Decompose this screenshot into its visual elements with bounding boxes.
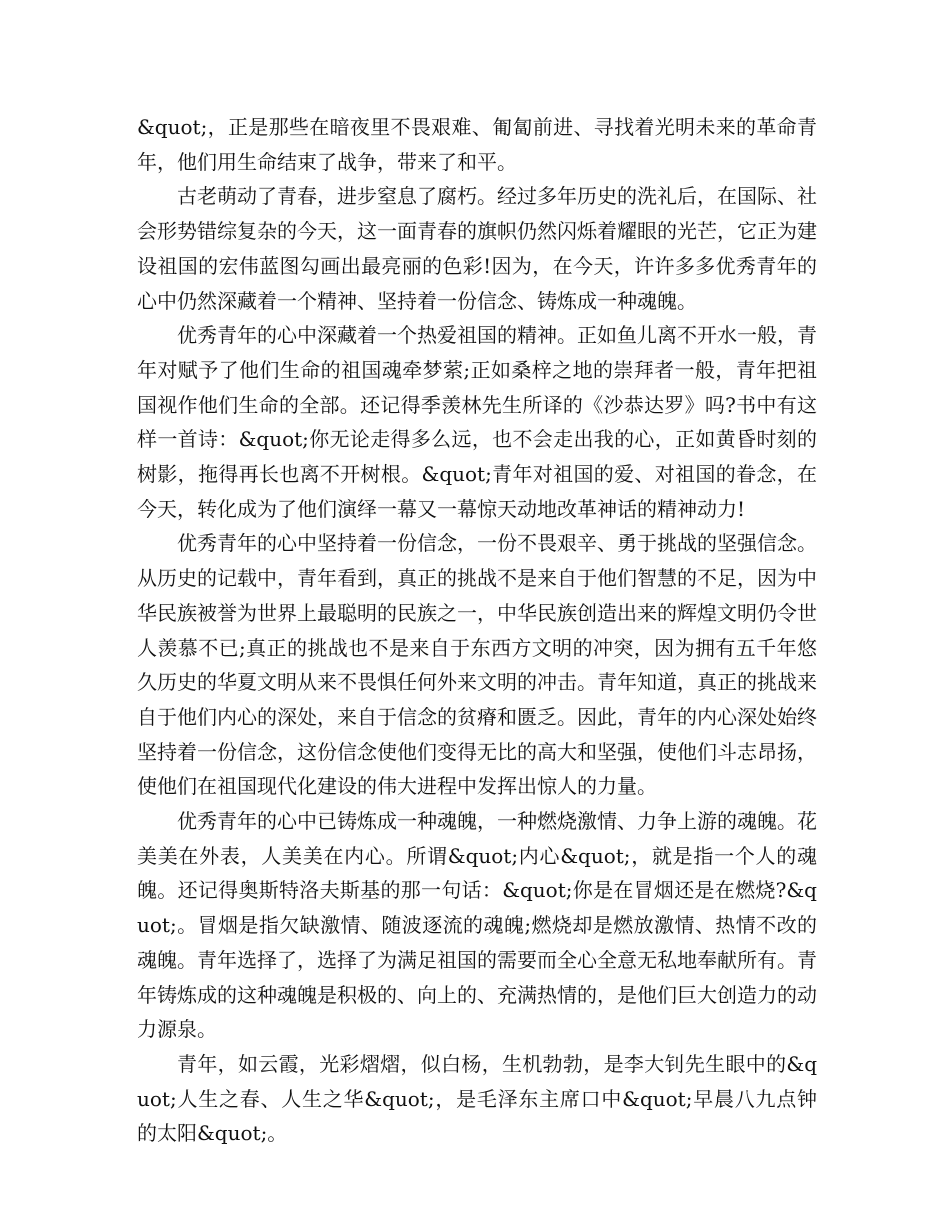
- paragraph-2: 古老萌动了青春，进步窒息了腐朽。经过多年历史的洗礼后，在国际、社会形势错综复杂的今天，这一面青春的旗帜仍然闪烁着耀眼的光芒，它正为建设祖国的宏伟蓝图勾画出最亮丽的色彩!因为，在今天，许许多多优秀青年的心中仍然深藏着一个精神、坚持着一份信念、铸炼成一种魂魄。: [137, 184, 817, 313]
- paragraph-1: &quot;，正是那些在暗夜里不畏艰难、匍匐前进、寻找着光明未来的革命青年，他们用生命结束了战争，带来了和平。: [137, 115, 817, 174]
- paragraph-6: 青年，如云霞，光彩熠熠，似白杨，生机勃勃，是李大钊先生眼中的&quot;人生之春、人生之华&quot;，是毛泽东主席口中&quot;早晨八九点钟的太阳&quot;。: [137, 1051, 817, 1146]
- paragraph-5: 优秀青年的心中已铸炼成一种魂魄，一种燃烧激情、力争上游的魂魄。花美美在外表，人美美在内心。所谓&quot;内心&quot;，就是指一个人的魂魄。还记得奥斯特洛夫斯基的那一句话：&quot;你是在冒烟还是在燃烧?&quot;。冒烟是指欠缺激情、随波逐流的魂魄;燃烧却是燃放激情、热情不改的魂魄。青年选择了，选择了为满足祖国的需要而全心全意无私地奉献所有。青年铸炼成的这种魂魄是积极的、向上的、充满热情的，是他们巨大创造力的动力源泉。: [137, 809, 817, 1042]
- paragraph-4: 优秀青年的心中坚持着一份信念，一份不畏艰辛、勇于挑战的坚强信念。从历史的记载中，青年看到，真正的挑战不是来自于他们智慧的不足，因为中华民族被誉为世界上最聪明的民族之一，中华民族创造出来的辉煌文明仍令世人羡慕不已;真正的挑战也不是来自于东西方文明的冲突，因为拥有五千年悠久历史的华夏文明从来不畏惧任何外来文明的冲击。青年知道，真正的挑战来自于他们内心的深处，来自于信念的贫瘠和匮乏。因此，青年的内心深处始终坚持着一份信念，这份信念使他们变得无比的高大和坚强，使他们斗志昂扬，使他们在祖国现代化建设的伟大进程中发挥出惊人的力量。: [137, 531, 817, 799]
- document-body: [137, 110, 817, 1151]
- paragraph-3: 优秀青年的心中深藏着一个热爱祖国的精神。正如鱼儿离不开水一般，青年对赋予了他们生命的祖国魂牵梦萦;正如桑梓之地的崇拜者一般，青年把祖国视作他们生命的全部。还记得季羡林先生所译的《沙恭达罗》吗?书中有这样一首诗：&quot;你无论走得多么远，也不会走出我的心，正如黄昏时刻的树影，拖得再长也离不开树根。&quot;青年对祖国的爱、对祖国的眷念，在今天，转化成为了他们演绎一幕又一幕惊天动地改革神话的精神动力!: [137, 323, 817, 521]
